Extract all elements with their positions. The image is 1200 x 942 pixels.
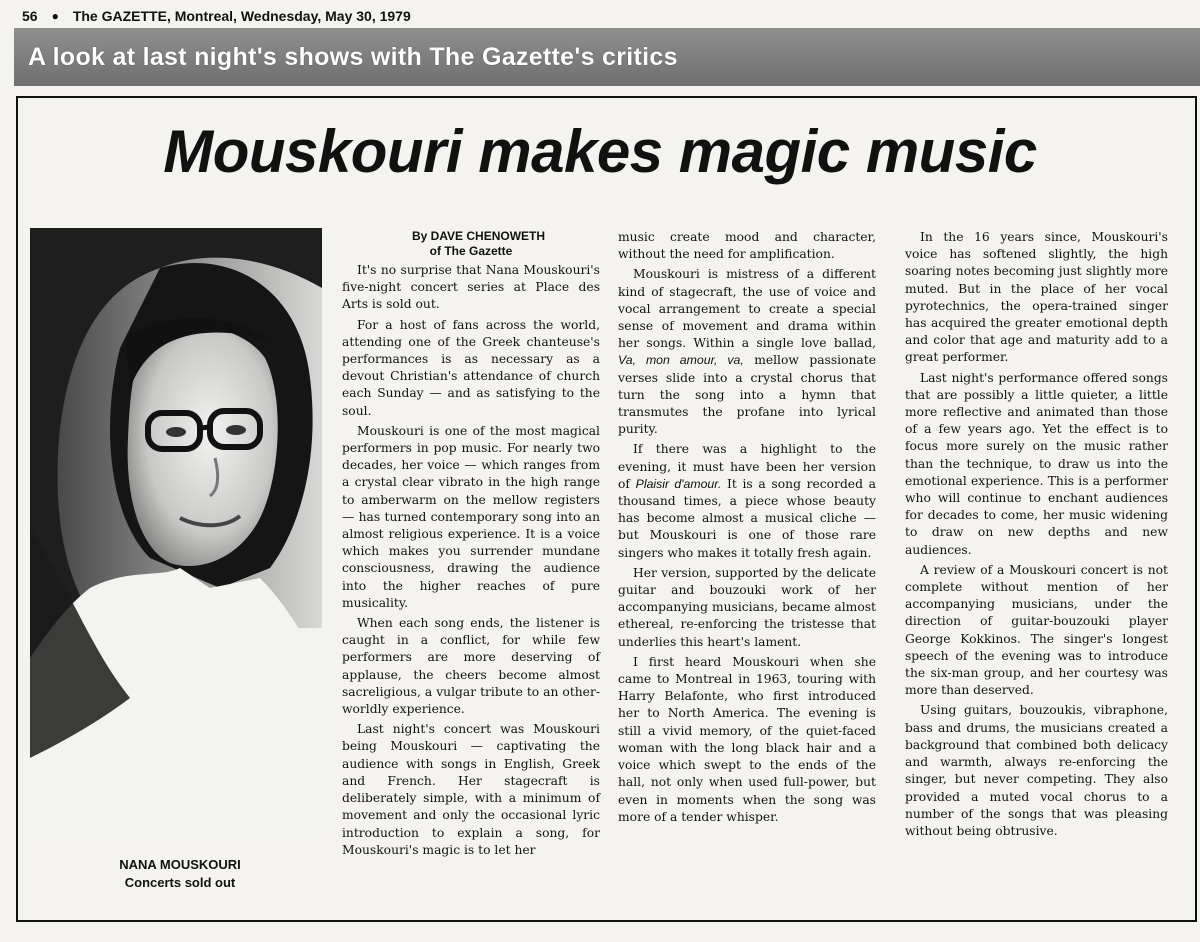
byline-name: By DAVE CHENOWETH	[411, 229, 546, 243]
paragraph: Her version, supported by the delicate guitar and bouzouki work of her accompanying musicians, became almost ethereal, re-enforcing the tristesse that underlies this heart's lament.	[618, 565, 876, 649]
photo-caption	[60, 856, 300, 892]
caption-name: NANA MOUSKOURI	[119, 857, 241, 872]
page-folio	[22, 6, 411, 26]
paragraph: Mouskouri is one of the most magical performers in pop music. For nearly two decades, her voice — which ranges from a crystal clear vibrato in the high range to amberwarm on the mellow registers — has turned contemporary song into an almost religious experience. It is a voice which makes you surrender mundane consciousness, drawing the audience into the higher reaches of pure musicality.	[342, 423, 600, 610]
paragraph: In the 16 years since, Mouskouri's voice has softened slightly, the high soaring notes becoming just slightly more muted. But in the place of her vocal pyrotechnics, the opera-trained singer has acquired the greater emotional depth and color that age and maturity add to a great performer.	[905, 230, 1168, 365]
paragraph: I first heard Mouskouri when she came to Montreal in 1963, touring with Harry Belafonte, who first introduced her to North America. The evening is still a vivid memory, of the quiet-faced woman with the long black hair and a voice which swept to the ends of the hall, not only when used full-power, but even in moments when the song was more of a tender whisper.	[618, 654, 876, 824]
paragraph	[618, 441, 876, 561]
text-run: It is a song recorded a thousand times, a piece whose beauty has become almost a musical cliche — but Mouskouri is one of those rare singers who makes it totally fresh again.	[618, 476, 876, 560]
paragraph: It's no surprise that Nana Mouskouri's five-night concert series at Place des Arts is sold out.	[342, 263, 600, 312]
paragraph: Last night's performance offered songs that are possibly a little quieter, a little more reflective and animated than those of a few years ago. Yet the effect is to focus more surely on the music rather than the technique, to draw us into the emotional experience. This is a performer who will continue to enchant audiences for decades to come, her music widening to draw on new depths and new audiences.	[905, 370, 1168, 557]
page-number: 56	[22, 8, 38, 24]
dateline: The GAZETTE, Montreal, Wednesday, May 30, 1979	[72, 8, 411, 24]
paragraph	[618, 266, 876, 438]
article-column-3	[905, 229, 1168, 843]
song-title: Va, mon amour, va,	[618, 353, 744, 368]
folio-bullet: ●	[51, 9, 59, 23]
byline-organization: of The Gazette	[429, 244, 513, 258]
paragraph: For a host of fans across the world, attending one of the Greek chanteuse's performances is as necessary as a devout Christian's attendance of church each Sunday — and as satisfying to the soul.	[342, 317, 600, 418]
banner-text: A look at last night's shows with The Gazette's critics	[28, 42, 678, 71]
article-column-2	[618, 229, 876, 829]
paragraph: Last night's concert was Mouskouri being Mouskouri — captivating the audience with songs in English, Greek and French. Her stagecraft is deliberately simple, with a minimum of movement and only the occasional lyric introduction to explain a song, for Mouskouri's magic is to let her	[342, 722, 600, 857]
section-banner	[14, 28, 1200, 86]
text-run: mellow passionate verses slide into a crystal chorus that turn the song into a hymn that transmutes the profane into lyrical purity.	[618, 353, 876, 437]
paragraph: When each song ends, the listener is caught in a conflict, for while few performers are more deserving of applause, the cheers become almost sacreligious, a vulgar tribute to an other-worldly experience.	[342, 616, 600, 717]
article-column-1	[342, 229, 600, 862]
paragraph: Using guitars, bouzoukis, vibraphone, bass and drums, the musicians created a background that combined both delicacy and warmth, always re-enforcing the singer, but never competing. They also provided a muted vocal chorus to a number of the songs that was pleasing without being obtrusive.	[905, 703, 1168, 838]
caption-subtitle: Concerts sold out	[124, 875, 236, 890]
text-run: Mouskouri is mistress of a different kind of stagecraft, the use of voice and vocal arrangement to create a special sense of movement and drama within her songs. Within a single love ballad,	[618, 267, 876, 351]
portrait-photo	[30, 228, 322, 836]
paragraph: A review of a Mouskouri concert is not complete without mention of her accompanying musicians, under the direction of guitar-bouzouki player George Kokkinos. The singer's longest speech of the evening was to introduce the six-man group, and her courtesy was more than deserved.	[905, 562, 1168, 698]
headline: Mouskouri makes magic music	[163, 118, 1037, 185]
paragraph: music create mood and character, without the need for amplification.	[618, 230, 876, 262]
song-title: Plaisir d'amour.	[635, 476, 722, 491]
text-run: If there was a highlight to the evening, it must have been her version of	[618, 442, 876, 491]
portrait-illustration	[30, 228, 322, 836]
byline	[342, 229, 600, 259]
